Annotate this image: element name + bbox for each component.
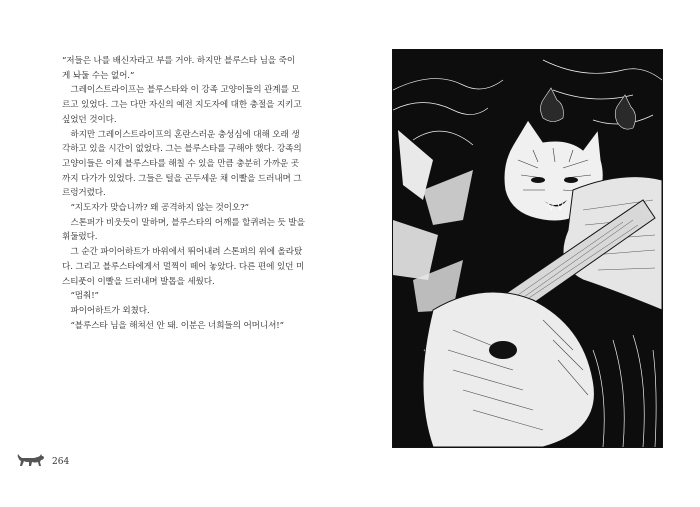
- paragraph-line: “지도자가 맞습니까? 왜 공격하지 않는 것이오?”: [62, 203, 249, 214]
- paragraph-line: 하지만 그레이스트라이프의 혼란스러운 충성심에 대해 오래 생: [62, 129, 300, 140]
- paragraph-line: 그레이스트라이프는 블루스타와 이 강족 고양이들의 관계를 모: [62, 85, 300, 96]
- paragraph-line: “멈춰!”: [62, 291, 99, 302]
- paragraph-line: 고양이들은 이제 블루스타를 해칠 수 있을 만큼 충분히 가까운 곳: [62, 158, 299, 169]
- paragraph-line: 스티풋이 이빨을 드러내며 발톱을 세웠다.: [62, 276, 215, 287]
- paragraph-line: 휘둘렀다.: [62, 232, 98, 243]
- paragraph-line: 스톤퍼가 비웃듯이 말하며, 블루스타의 어깨를 할퀴려는 듯 발을: [62, 217, 305, 228]
- paragraph-line: “저들은 나를 배신자라고 부를 거야. 하지만 블루스타 님을 죽이: [62, 56, 296, 66]
- paragraph-line: 각하고 있을 시간이 없었다. 그는 블루스타를 구해야 했다. 강족의: [62, 144, 302, 155]
- paragraph-line: 파이어하트가 외쳤다.: [62, 305, 150, 316]
- paragraph-line: “블루스타 님을 해쳐선 안 돼. 이분은 너희들의 어머니셔!”: [62, 320, 284, 331]
- paragraph-line: 게 놔둘 수는 없어.”: [62, 70, 135, 81]
- paragraph-line: 르렁거렸다.: [62, 188, 106, 199]
- right-page: [350, 0, 700, 507]
- cat-battle-illustration: [392, 49, 663, 448]
- paragraph-line: 르고 있었다. 그는 다만 자신의 예전 지도자에 대한 충절을 지키고: [62, 100, 302, 111]
- paragraph-line: 까지 다가가 있었다. 그들은 털을 곤두세운 채 이빨을 드러내며 그: [62, 173, 302, 184]
- paragraph-line: 다. 그리고 블루스타에게서 멀찍이 떼어 놓았다. 다른 편에 있던 미: [62, 261, 305, 272]
- paragraph-line: 그 순간 파이어하트가 바위에서 뛰어내려 스톤퍼의 위에 올라탔: [62, 247, 303, 258]
- story-text: [62, 54, 305, 333]
- walking-cat-icon: [16, 452, 46, 471]
- page-footer: [16, 452, 69, 471]
- page-number: 264: [52, 456, 70, 467]
- paragraph-line: 싶었던 것이다.: [62, 114, 117, 125]
